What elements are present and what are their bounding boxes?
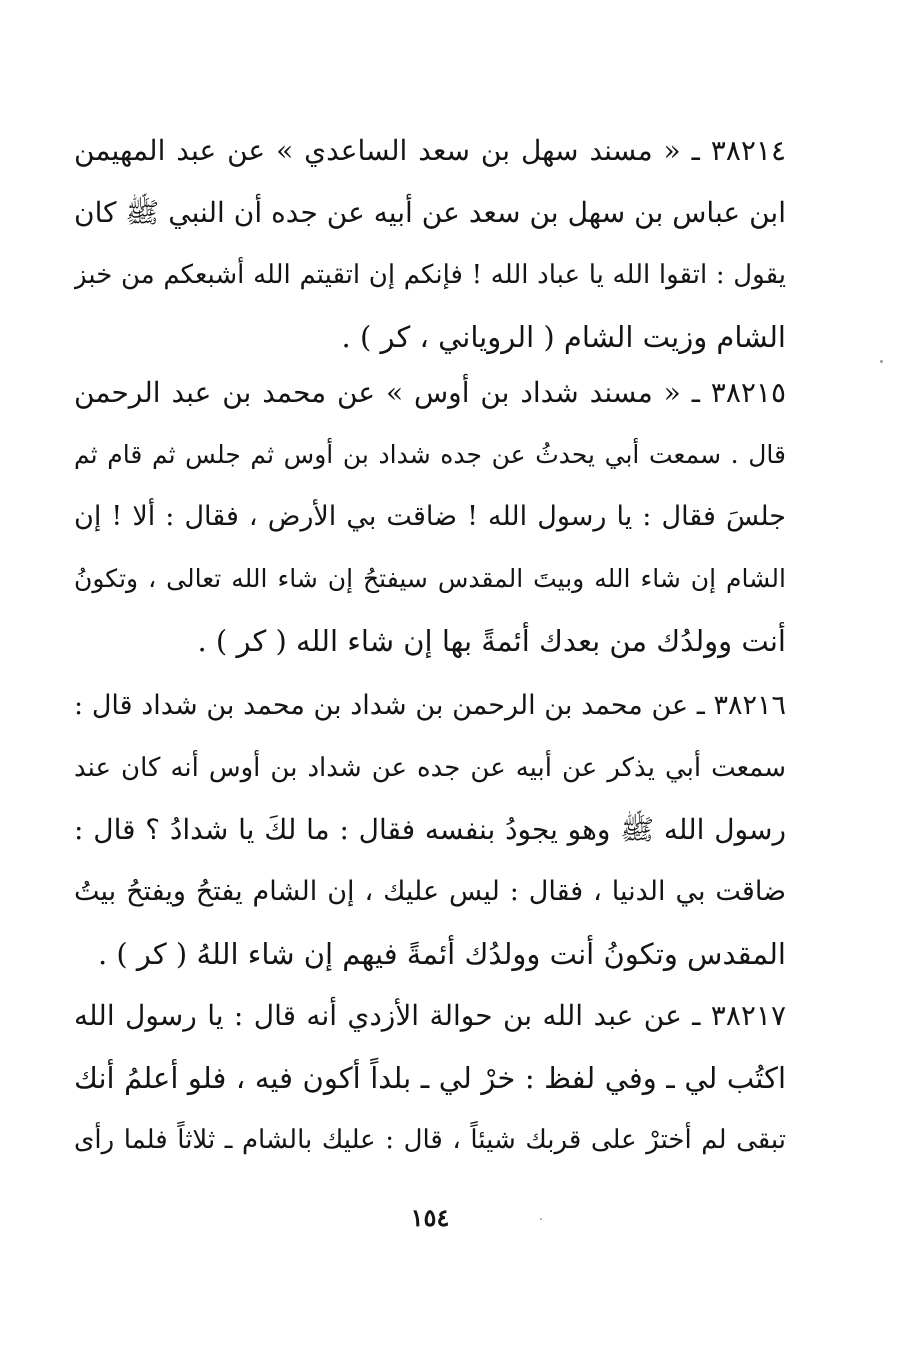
text-line: سمعت أبي يذكر عن أبيه عن جده عن شداد بن أوس أنه كان عند bbox=[74, 753, 786, 783]
text-line: ابن عباس بن سهل بن سعد عن أبيه عن جده أن النبي ﷺ كان bbox=[74, 196, 786, 229]
text-line: ٣٨٢١٤ ـ « مسند سهل بن سعد الساعدي » عن عبد المهيمن bbox=[74, 134, 786, 167]
text-line: ٣٨٢١٧ ـ عن عبد الله بن حوالة الأزدي أنه قال : يا رسول الله bbox=[74, 999, 786, 1032]
hadith-38215-paragraph bbox=[74, 362, 786, 672]
text-line: اكتُب لي ـ وفي لفظ : خرْ لي ـ بلداً أكون فيه ، فلو أعلمُ أنك bbox=[74, 1061, 786, 1095]
text-line: ٣٨٢١٥ ـ « مسند شداد بن أوس » عن محمد بن عبد الرحمن bbox=[74, 376, 786, 409]
scan-speck bbox=[880, 360, 883, 363]
text-line: رسول الله ﷺ وهو يجودُ بنفسه فقال : ما لكَ يا شدادُ ؟ قال : bbox=[74, 813, 786, 846]
text-line: الشام إن شاء الله وبيتَ المقدس سيفتحُ إن شاء الله تعالى ، وتكونُ bbox=[74, 564, 786, 593]
text-line: الشام وزيت الشام ( الروياني ، كر ) . bbox=[341, 320, 786, 354]
hadith-38216-paragraph bbox=[74, 675, 786, 985]
hadith-38214-paragraph bbox=[74, 120, 786, 368]
text-line: يقول : اتقوا الله يا عباد الله ! فإنكم إن اتقيتم الله أشبعكم من خبز bbox=[74, 260, 786, 290]
text-line: تبقى لم أخترْ على قربك شيئاً ، قال : عليك بالشام ـ ثلاثاً فلما رأى bbox=[74, 1125, 786, 1155]
page-number: ١٥٤ bbox=[410, 1203, 450, 1232]
text-line: ٣٨٢١٦ ـ عن محمد بن الرحمن بن شداد بن محمد بن شداد قال : bbox=[74, 690, 786, 721]
hadith-38217-paragraph bbox=[74, 985, 786, 1171]
text-line: ضاقت بي الدنيا ، فقال : ليس عليك ، إن الشام يفتحُ ويفتحُ بيتُ bbox=[74, 876, 786, 907]
text-line: جلسَ فقال : يا رسول الله ! ضاقت بي الأرض ، فقال : ألا ! إن bbox=[74, 501, 786, 532]
text-line: أنت وولدُك من بعدك أئمةً بها إن شاء الله ( كر ) . bbox=[197, 624, 786, 658]
text-line: قال . سمعت أبي يحدثُ عن جده شداد بن أوس ثم جلس ثم قام ثم bbox=[74, 440, 786, 469]
text-line: المقدس وتكونُ أنت وولدُك أئمةً فيهم إن شاء اللهُ ( كر ) . bbox=[97, 937, 786, 971]
scan-speck bbox=[540, 1218, 542, 1220]
